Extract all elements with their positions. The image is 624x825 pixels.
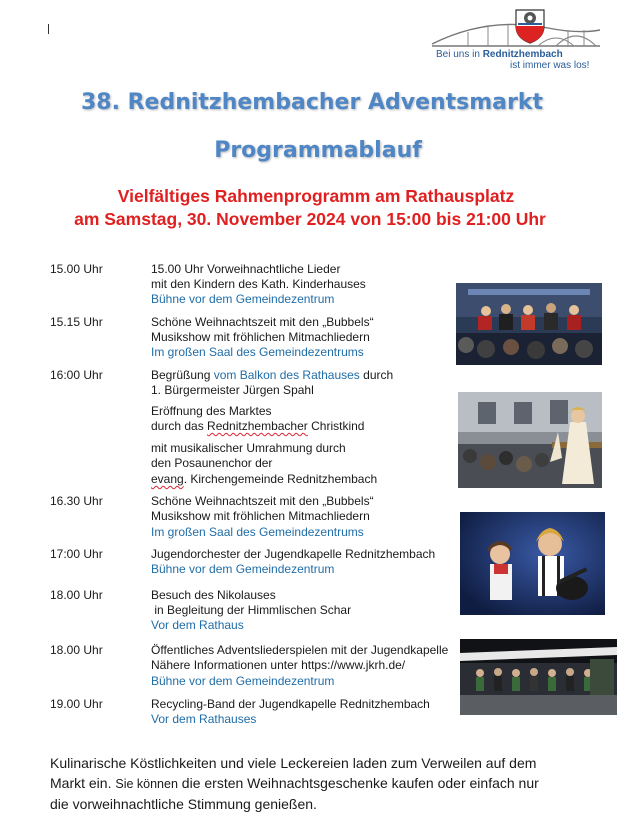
page-subtitle: Programmablauf <box>214 138 422 163</box>
schedule-time: 17:00 Uhr <box>50 547 103 561</box>
municipality-logo <box>428 6 606 72</box>
schedule-text: Besuch des Nikolauses <box>151 588 276 602</box>
schedule-text: Schöne Weihnachtszeit mit den „Bubbels“ <box>151 315 374 329</box>
logo-slogan-line2: ist immer was los! <box>510 60 590 71</box>
schedule-text: Begrüßung vom Balkon des Rathauses durch <box>151 368 394 382</box>
schedule-text: Musikshow mit fröhlichen Mitmachliedern <box>151 509 370 523</box>
footer-line: Kulinarische Köstlichkeiten und viele Leckereien laden zum Verweilen auf dem <box>50 755 537 771</box>
headline-program: Vielfältiges Rahmenprogramm am Rathausplatz <box>117 186 515 206</box>
schedule-text: mit den Kindern des Kath. Kinderhauses <box>151 277 366 291</box>
footer-line: die vorweihnachtliche Stimmung genießen. <box>50 796 317 812</box>
schedule-text: 15.00 Uhr Vorweihnachtliche Lieder <box>151 262 341 276</box>
schedule-time: 16:00 Uhr <box>50 368 103 382</box>
photo-christkind-balcony <box>458 392 602 488</box>
headline-date: am Samstag, 30. November 2024 von 15:00 bis 21:00 Uhr <box>74 209 546 229</box>
schedule-text: Eröffnung des Marktes <box>151 404 272 418</box>
photo-stage-crowd <box>456 283 602 365</box>
schedule-location: Bühne vor dem Gemeindezentrum <box>151 292 335 306</box>
schedule-text: evang. Kirchengemeinde Rednitzhembach <box>151 472 378 486</box>
schedule-text: 1. Bürgermeister Jürgen Spahl <box>151 383 314 397</box>
schedule-location: Vor dem Rathauses <box>151 712 257 726</box>
photo-bubbels-show <box>460 512 605 615</box>
photo-youth-band-stage <box>460 639 617 715</box>
page-title: 38. Rednitzhembacher Adventsmarkt <box>80 90 544 115</box>
schedule-text: in Begleitung der Himmlischen Schar <box>151 603 352 617</box>
coat-of-arms-icon <box>516 10 544 43</box>
schedule-location: Im großen Saal des Gemeindezentrums <box>151 345 364 359</box>
schedule-location: Bühne vor dem Gemeindezentrum <box>151 674 335 688</box>
schedule-text: Jugendorchester der Jugendkapelle Rednitzhembach <box>151 547 436 561</box>
schedule-time: 15.15 Uhr <box>50 315 103 329</box>
schedule-text: Öffentliches Adventsliederspielen mit der Jugendkapelle <box>151 643 449 657</box>
schedule-location: Im großen Saal des Gemeindezentrums <box>151 525 364 539</box>
schedule-text: Schöne Weihnachtszeit mit den „Bubbels“ <box>151 494 374 508</box>
footer-paragraph <box>50 753 590 814</box>
schedule-time: 15.00 Uhr <box>50 262 103 276</box>
schedule-text: durch das Rednitzhembacher Christkind <box>151 419 365 433</box>
schedule-location: Vor dem Rathaus <box>151 618 244 632</box>
schedule-location: Bühne vor dem Gemeindezentrum <box>151 562 335 576</box>
schedule-time: 19.00 Uhr <box>50 697 103 711</box>
footer-line: Markt ein. Sie können die ersten Weihnachtsgeschenke kaufen oder einfach nur <box>50 775 539 791</box>
logo-slogan-line1: Bei uns in Rednitzhembach <box>436 49 563 60</box>
schedule-text: mit musikalischer Umrahmung durch <box>151 441 346 455</box>
schedule-text: Nähere Informationen unter https://www.jkrh.de/ <box>151 658 406 672</box>
bridge-crest-graphic <box>428 6 606 50</box>
schedule-text: den Posaunenchor der <box>151 456 273 470</box>
text-cursor <box>48 24 49 34</box>
schedule-text: Recycling-Band der Jugendkapelle Rednitzhembach <box>151 697 430 711</box>
schedule-text: Musikshow mit fröhlichen Mitmachliedern <box>151 330 370 344</box>
schedule-time: 18.00 Uhr <box>50 643 103 657</box>
schedule-time: 18.00 Uhr <box>50 588 103 602</box>
schedule-time: 16.30 Uhr <box>50 494 103 508</box>
